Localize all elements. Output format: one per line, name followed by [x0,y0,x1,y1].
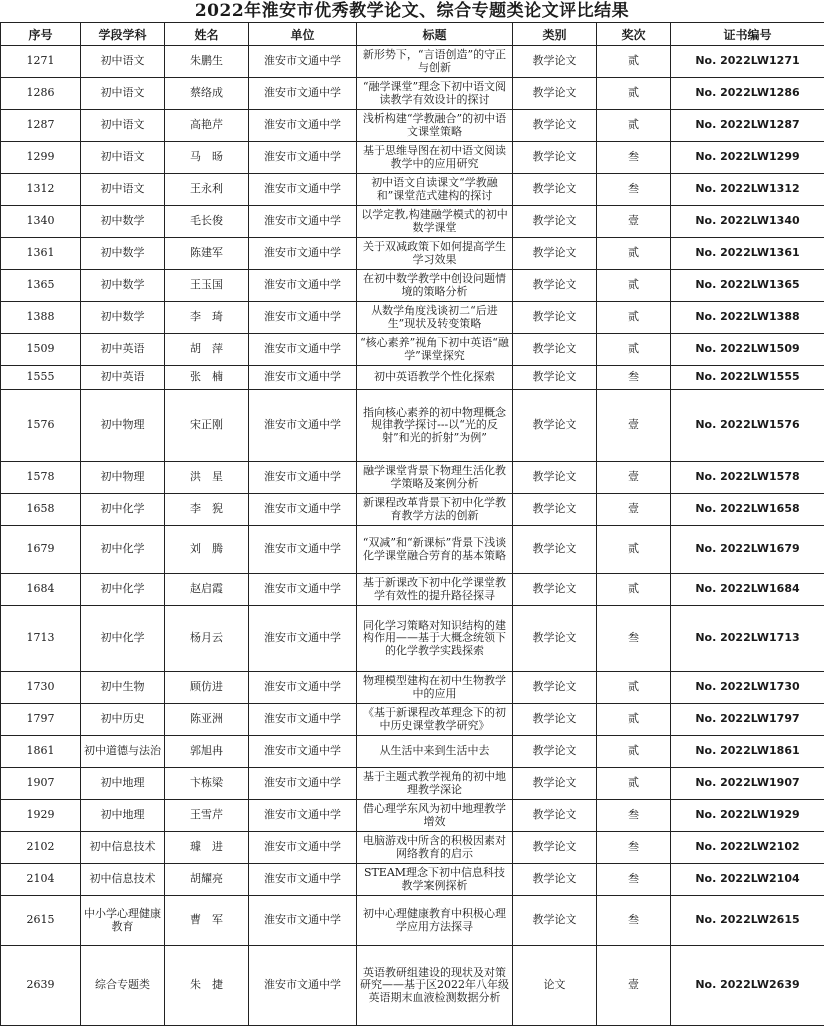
name-cell: 刘 腾 [165,526,249,574]
title-cell: “融学课堂”理念下初中语文阅读教学有效设计的探讨 [357,78,513,110]
table-row [1,174,824,206]
award-cell: 贰 [597,768,671,800]
table-row [1,864,824,896]
unit-cell: 淮安市文通中学 [249,800,357,832]
title-cell: 电脑游戏中所含的积极因素对网络教育的启示 [357,832,513,864]
table-row [1,672,824,704]
cert-cell: No. 2022LW1287 [671,110,824,142]
subject-cell: 初中化学 [81,494,165,526]
title-cell: 从数学角度浅谈初二“后进生”现状及转变策略 [357,302,513,334]
cert-cell: No. 2022LW1555 [671,366,824,390]
title-cell: 指向核心素养的初中物理概念规律教学探讨---以“光的反射”和光的折射”为例” [357,390,513,462]
subject-cell: 初中语文 [81,78,165,110]
table-row [1,110,824,142]
name-cell: 郭旭冉 [165,736,249,768]
table-row [1,494,824,526]
subject-cell: 初中化学 [81,574,165,606]
subject-cell: 初中数学 [81,270,165,302]
results-table [0,22,824,1026]
title-cell: 从生活中来到生活中去 [357,736,513,768]
award-cell: 叁 [597,864,671,896]
subject-cell: 初中语文 [81,46,165,78]
unit-cell: 淮安市文通中学 [249,768,357,800]
title-cell: 新形势下，“言语创造”的守正与创新 [357,46,513,78]
header-cert: 证书编号 [671,23,824,46]
header-category: 类别 [513,23,597,46]
award-cell: 贰 [597,704,671,736]
subject-cell: 初中化学 [81,526,165,574]
title-cell: 基于主题式教学视角的初中地理教学深论 [357,768,513,800]
name-cell: 卞栋梁 [165,768,249,800]
cert-cell: No. 2022LW1340 [671,206,824,238]
category-cell: 教学论文 [513,174,597,206]
award-cell: 叁 [597,800,671,832]
title-cell: 在初中数学教学中创设问题情境的策略分析 [357,270,513,302]
category-cell: 教学论文 [513,238,597,270]
table-row [1,526,824,574]
cert-cell: No. 2022LW1713 [671,606,824,672]
subject-cell: 初中语文 [81,174,165,206]
unit-cell: 淮安市文通中学 [249,366,357,390]
seq-cell: 1361 [1,238,81,270]
header-subject: 学段学科 [81,23,165,46]
award-cell: 叁 [597,832,671,864]
seq-cell: 1578 [1,462,81,494]
table-row [1,366,824,390]
table-row [1,206,824,238]
seq-cell: 1929 [1,800,81,832]
cert-cell: No. 2022LW1797 [671,704,824,736]
seq-cell: 1684 [1,574,81,606]
subject-cell: 初中数学 [81,238,165,270]
award-cell: 叁 [597,896,671,946]
subject-cell: 初中历史 [81,704,165,736]
cert-cell: No. 2022LW2639 [671,946,824,1026]
name-cell: 陈建军 [165,238,249,270]
unit-cell: 淮安市文通中学 [249,832,357,864]
unit-cell: 淮安市文通中学 [249,142,357,174]
name-cell: 曹 军 [165,896,249,946]
award-cell: 叁 [597,606,671,672]
subject-cell: 初中道德与法治 [81,736,165,768]
category-cell: 教学论文 [513,896,597,946]
cert-cell: No. 2022LW1365 [671,270,824,302]
unit-cell: 淮安市文通中学 [249,206,357,238]
seq-cell: 1713 [1,606,81,672]
title-cell: “双减”和“新课标”背景下浅谈化学课堂融合劳育的基本策略 [357,526,513,574]
cert-cell: No. 2022LW1299 [671,142,824,174]
table-row [1,832,824,864]
title-cell: 同化学习策略对知识结构的建构作用——基于大概念统领下的化学教学实践探索 [357,606,513,672]
award-cell: 贰 [597,574,671,606]
table-row [1,704,824,736]
subject-cell: 初中生物 [81,672,165,704]
name-cell: 马 旸 [165,142,249,174]
seq-cell: 1797 [1,704,81,736]
cert-cell: No. 2022LW2615 [671,896,824,946]
title-cell: “核心素养”视角下初中英语“融学”课堂探究 [357,334,513,366]
unit-cell: 淮安市文通中学 [249,736,357,768]
award-cell: 贰 [597,736,671,768]
category-cell: 教学论文 [513,366,597,390]
title-cell: 基于新课改下初中化学课堂教学有效性的提升路径探寻 [357,574,513,606]
unit-cell: 淮安市文通中学 [249,704,357,736]
subject-cell: 初中化学 [81,606,165,672]
seq-cell: 1861 [1,736,81,768]
seq-cell: 1340 [1,206,81,238]
header-seq: 序号 [1,23,81,46]
table-row [1,736,824,768]
cert-cell: No. 2022LW1658 [671,494,824,526]
title-cell: STEAM理念下初中信息科技教学案例探析 [357,864,513,896]
table-row [1,896,824,946]
cert-cell: No. 2022LW1286 [671,78,824,110]
seq-cell: 2104 [1,864,81,896]
cert-cell: No. 2022LW1907 [671,768,824,800]
unit-cell: 淮安市文通中学 [249,494,357,526]
table-row [1,334,824,366]
subject-cell: 初中数学 [81,206,165,238]
seq-cell: 2615 [1,896,81,946]
seq-cell: 1658 [1,494,81,526]
cert-cell: No. 2022LW1271 [671,46,824,78]
category-cell: 教学论文 [513,672,597,704]
seq-cell: 1299 [1,142,81,174]
award-cell: 叁 [597,174,671,206]
title-cell: 关于双减政策下如何提高学生学习效果 [357,238,513,270]
category-cell: 教学论文 [513,606,597,672]
category-cell: 教学论文 [513,864,597,896]
title-cell: 新课程改革背景下初中化学教育教学方法的创新 [357,494,513,526]
unit-cell: 淮安市文通中学 [249,574,357,606]
table-row [1,238,824,270]
award-cell: 壹 [597,462,671,494]
category-cell: 教学论文 [513,800,597,832]
seq-cell: 1271 [1,46,81,78]
unit-cell: 淮安市文通中学 [249,390,357,462]
name-cell: 洪 星 [165,462,249,494]
name-cell: 王永利 [165,174,249,206]
award-cell: 贰 [597,46,671,78]
table-row [1,142,824,174]
cert-cell: No. 2022LW1730 [671,672,824,704]
name-cell: 王玉国 [165,270,249,302]
name-cell: 赵启霞 [165,574,249,606]
cert-cell: No. 2022LW1929 [671,800,824,832]
name-cell: 朱 捷 [165,946,249,1026]
category-cell: 论文 [513,946,597,1026]
category-cell: 教学论文 [513,78,597,110]
unit-cell: 淮安市文通中学 [249,672,357,704]
category-cell: 教学论文 [513,574,597,606]
name-cell: 李 琦 [165,302,249,334]
name-cell: 陈亚洲 [165,704,249,736]
seq-cell: 1679 [1,526,81,574]
award-cell: 贰 [597,672,671,704]
title-cell: 浅析构建“学教融合”的初中语文课堂策略 [357,110,513,142]
category-cell: 教学论文 [513,462,597,494]
name-cell: 李 猊 [165,494,249,526]
seq-cell: 2102 [1,832,81,864]
seq-cell: 2639 [1,946,81,1026]
name-cell: 杨月云 [165,606,249,672]
title-cell: 借心理学东风为初中地理教学增效 [357,800,513,832]
header-award: 奖次 [597,23,671,46]
cert-cell: No. 2022LW1861 [671,736,824,768]
subject-cell: 初中语文 [81,142,165,174]
name-cell: 璩 进 [165,832,249,864]
name-cell: 毛长俊 [165,206,249,238]
subject-cell: 初中物理 [81,390,165,462]
table-row [1,46,824,78]
table-row [1,768,824,800]
award-cell: 叁 [597,366,671,390]
unit-cell: 淮安市文通中学 [249,46,357,78]
unit-cell: 淮安市文通中学 [249,302,357,334]
title-cell: 《基于新课程改革理念下的初中历史课堂教学研究》 [357,704,513,736]
subject-cell: 初中数学 [81,302,165,334]
table-row [1,574,824,606]
unit-cell: 淮安市文通中学 [249,78,357,110]
category-cell: 教学论文 [513,704,597,736]
title-cell: 英语教研组建设的现状及对策研究——基于区2022年八年级英语期末血液检测数据分析 [357,946,513,1026]
seq-cell: 1555 [1,366,81,390]
table-row [1,462,824,494]
cert-cell: No. 2022LW1388 [671,302,824,334]
header-row [1,23,824,46]
table-row [1,606,824,672]
category-cell: 教学论文 [513,390,597,462]
category-cell: 教学论文 [513,334,597,366]
category-cell: 教学论文 [513,736,597,768]
award-cell: 壹 [597,494,671,526]
category-cell: 教学论文 [513,494,597,526]
seq-cell: 1365 [1,270,81,302]
table-row [1,946,824,1026]
category-cell: 教学论文 [513,110,597,142]
name-cell: 蔡络成 [165,78,249,110]
table-row [1,800,824,832]
name-cell: 王雪芹 [165,800,249,832]
award-cell: 贰 [597,302,671,334]
seq-cell: 1730 [1,672,81,704]
award-cell: 叁 [597,142,671,174]
subject-cell: 初中物理 [81,462,165,494]
subject-cell: 初中语文 [81,110,165,142]
name-cell: 胡耀亮 [165,864,249,896]
unit-cell: 淮安市文通中学 [249,174,357,206]
cert-cell: No. 2022LW1509 [671,334,824,366]
category-cell: 教学论文 [513,270,597,302]
unit-cell: 淮安市文通中学 [249,462,357,494]
seq-cell: 1907 [1,768,81,800]
category-cell: 教学论文 [513,768,597,800]
award-cell: 贰 [597,270,671,302]
page-title: 2022年淮安市优秀教学论文、综合专题类论文评比结果 [0,0,824,22]
award-cell: 贰 [597,334,671,366]
category-cell: 教学论文 [513,302,597,334]
table-row [1,270,824,302]
subject-cell: 综合专题类 [81,946,165,1026]
cert-cell: No. 2022LW2102 [671,832,824,864]
category-cell: 教学论文 [513,832,597,864]
award-cell: 贰 [597,78,671,110]
category-cell: 教学论文 [513,46,597,78]
subject-cell: 初中地理 [81,800,165,832]
title-cell: 初中语文自读课文“学教融和”课堂范式建构的探讨 [357,174,513,206]
cert-cell: No. 2022LW1312 [671,174,824,206]
subject-cell: 中小学心理健康教育 [81,896,165,946]
name-cell: 胡 萍 [165,334,249,366]
subject-cell: 初中地理 [81,768,165,800]
title-cell: 物理模型建构在初中生物教学中的应用 [357,672,513,704]
cert-cell: No. 2022LW1679 [671,526,824,574]
award-cell: 壹 [597,206,671,238]
award-cell: 壹 [597,946,671,1026]
award-cell: 贰 [597,110,671,142]
name-cell: 高艳芹 [165,110,249,142]
title-cell: 以学定教,构建融学模式的初中数学课堂 [357,206,513,238]
unit-cell: 淮安市文通中学 [249,526,357,574]
title-cell: 基于思维导图在初中语文阅读教学中的应用研究 [357,142,513,174]
subject-cell: 初中信息技术 [81,832,165,864]
seq-cell: 1312 [1,174,81,206]
table-row [1,78,824,110]
cert-cell: No. 2022LW1361 [671,238,824,270]
seq-cell: 1576 [1,390,81,462]
title-cell: 融学课堂背景下物理生活化教学策略及案例分析 [357,462,513,494]
cert-cell: No. 2022LW1578 [671,462,824,494]
subject-cell: 初中英语 [81,334,165,366]
header-title: 标题 [357,23,513,46]
seq-cell: 1286 [1,78,81,110]
seq-cell: 1388 [1,302,81,334]
category-cell: 教学论文 [513,206,597,238]
subject-cell: 初中英语 [81,366,165,390]
seq-cell: 1287 [1,110,81,142]
award-cell: 壹 [597,390,671,462]
title-cell: 初中心理健康教育中积极心理学应用方法探寻 [357,896,513,946]
name-cell: 顾仿进 [165,672,249,704]
unit-cell: 淮安市文通中学 [249,864,357,896]
seq-cell: 1509 [1,334,81,366]
unit-cell: 淮安市文通中学 [249,238,357,270]
table-row [1,390,824,462]
name-cell: 张 楠 [165,366,249,390]
unit-cell: 淮安市文通中学 [249,270,357,302]
unit-cell: 淮安市文通中学 [249,606,357,672]
unit-cell: 淮安市文通中学 [249,946,357,1026]
name-cell: 宋正刚 [165,390,249,462]
category-cell: 教学论文 [513,526,597,574]
header-unit: 单位 [249,23,357,46]
header-name: 姓名 [165,23,249,46]
name-cell: 朱鹏生 [165,46,249,78]
award-cell: 贰 [597,526,671,574]
cert-cell: No. 2022LW2104 [671,864,824,896]
title-cell: 初中英语教学个性化探索 [357,366,513,390]
category-cell: 教学论文 [513,142,597,174]
unit-cell: 淮安市文通中学 [249,110,357,142]
award-cell: 贰 [597,238,671,270]
subject-cell: 初中信息技术 [81,864,165,896]
cert-cell: No. 2022LW1576 [671,390,824,462]
cert-cell: No. 2022LW1684 [671,574,824,606]
unit-cell: 淮安市文通中学 [249,896,357,946]
table-row [1,302,824,334]
unit-cell: 淮安市文通中学 [249,334,357,366]
